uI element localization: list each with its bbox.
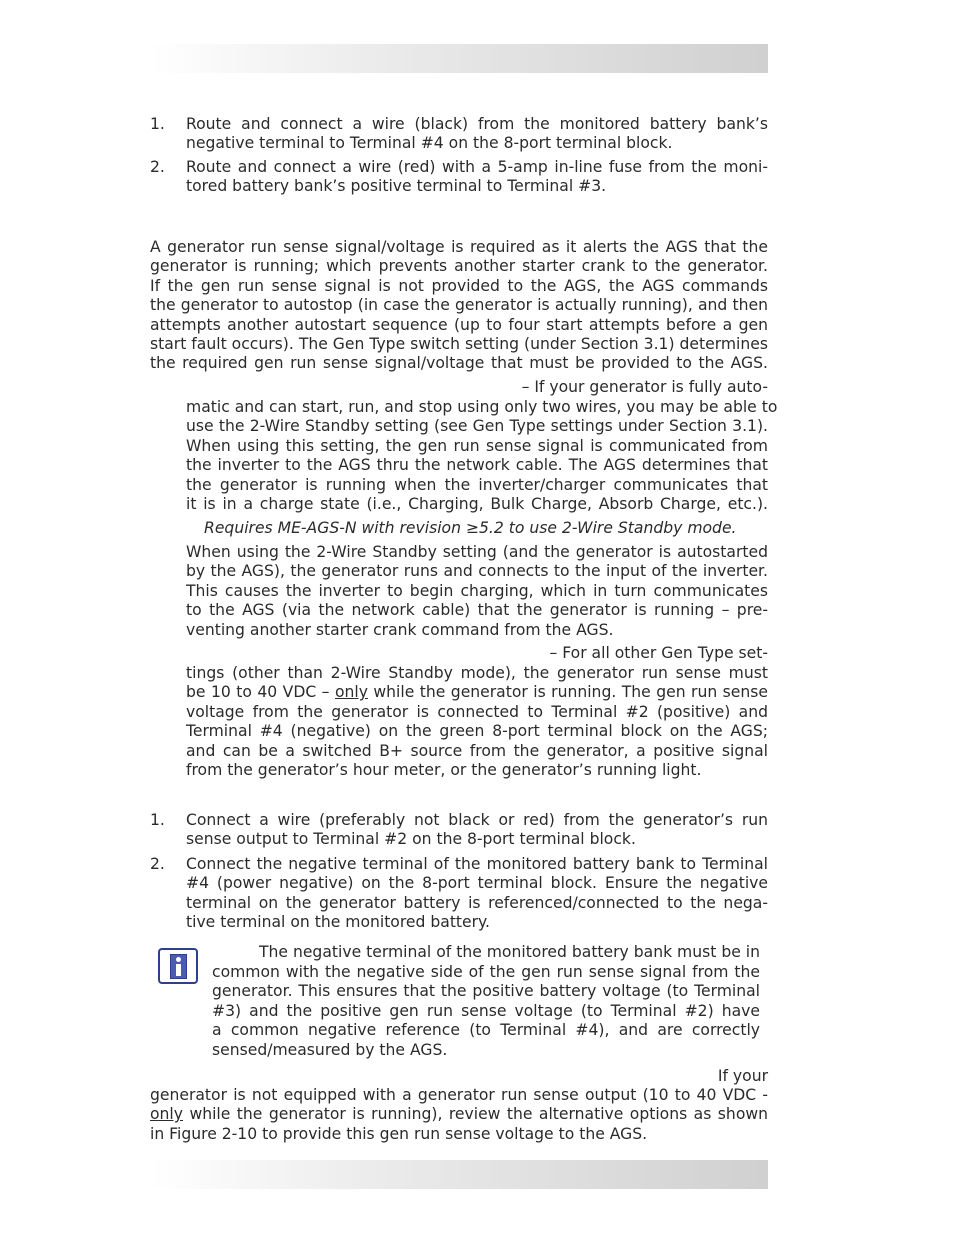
- paragraph-line: to the AGS (via the network cable) that the generator is running – pre-: [186, 601, 768, 620]
- underlined-text: only: [334, 683, 368, 702]
- footer-band: [150, 1160, 768, 1189]
- underlined-text: only: [150, 1105, 183, 1124]
- info-icon-frame: [170, 954, 187, 979]
- paragraph-line: the generator is running when the inverter/charger communicates that: [186, 475, 768, 494]
- italic-note: Requires ME-AGS-N with revision ≥5.2 to use 2-Wire Standby mode.: [204, 519, 737, 537]
- paragraph-line: a common negative reference (to Terminal #4), and are correctly: [212, 1021, 760, 1040]
- list-item: [186, 158, 768, 197]
- note-paragraph: [212, 963, 760, 1060]
- paragraph-line: [150, 1105, 768, 1124]
- paragraph-line: start fault occurs). The Gen Type switch setting (under Section 3.1) determines: [150, 335, 768, 354]
- paragraph-line: in Figure 2-10 to provide this gen run sense voltage to the AGS.: [150, 1124, 648, 1143]
- paragraph-line: tings (other than 2-Wire Standby mode), the generator run sense must: [186, 664, 768, 682]
- text-segment: while the generator is running. The gen run sense: [367, 683, 768, 702]
- paragraph-line: matic and can start, run, and stop using only two wires, you may be able to: [186, 398, 778, 416]
- paragraph-line: the required gen run sense signal/voltage that must be provided to the AGS.: [150, 354, 768, 373]
- paragraph-line: voltage from the generator is connected to Terminal #2 (positive) and: [186, 702, 768, 721]
- info-icon-dot: [176, 957, 181, 962]
- paragraph-line: [186, 683, 768, 702]
- step-text-line: Connect a wire (preferably not black or red) from the generator’s run: [186, 811, 768, 829]
- paragraph-line: This causes the inverter to begin charging, which in turn communicates: [186, 581, 768, 600]
- step-text-line: tored battery bank’s positive terminal to Terminal #3.: [186, 177, 607, 196]
- list-item: [186, 811, 768, 850]
- info-icon: [158, 948, 198, 984]
- step-number: 2.: [150, 855, 165, 873]
- header-band: [150, 44, 768, 73]
- paragraph-line: A generator run sense signal/voltage is required as it alerts the AGS that the: [150, 238, 768, 256]
- step-text-line: Route and connect a wire (black) from the monitored battery bank’s: [186, 115, 768, 133]
- step-text-line: negative terminal to Terminal #4 on the 8-port terminal block.: [186, 134, 673, 153]
- paragraph-line: When using the 2-Wire Standby setting (and the generator is autostarted: [186, 543, 768, 561]
- text-segment: while the generator is running), review the alternative options as shown: [183, 1105, 768, 1124]
- paragraph-line: it is in a charge state (i.e., Charging, Bulk Charge, Absorb Charge, etc.).: [186, 495, 768, 514]
- step-text-line: #4 (power negative) on the 8-port terminal block. Ensure the negative: [186, 874, 768, 893]
- paragraph-line: generator is running; which prevents another starter crank to the generator.: [150, 257, 768, 276]
- paragraph-line: Terminal #4 (negative) on the green 8-port terminal block on the AGS;: [186, 722, 768, 741]
- two-wire-paragraph: [186, 398, 778, 514]
- note-first-line: [259, 943, 760, 962]
- step-text-line: terminal on the generator battery is referenced/connected to the nega-: [186, 893, 768, 912]
- list-item: [186, 855, 768, 933]
- paragraph-line: sensed/measured by the AGS.: [212, 1040, 448, 1059]
- paragraph-line: the generator to autostop (in case the generator is actually running), and then: [150, 296, 768, 315]
- paragraph-line: The negative terminal of the monitored battery bank must be in: [259, 943, 760, 961]
- step-number: 1.: [150, 115, 165, 133]
- intro-paragraph: [150, 238, 768, 374]
- paragraph-line: by the AGS), the generator runs and connects to the input of the inverter.: [186, 562, 768, 581]
- info-icon-bar: [176, 964, 181, 976]
- paragraph-line: generator. This ensures that the positive battery voltage (to Terminal: [212, 982, 760, 1001]
- step-number: 1.: [150, 811, 165, 829]
- step-text-line: Connect the negative terminal of the monitored battery bank to Terminal: [186, 855, 768, 873]
- two-wire-paragraph-2: [186, 543, 768, 640]
- paragraph-line: from the generator’s hour meter, or the generator’s running light.: [186, 761, 702, 780]
- paragraph-line: If the gen run sense signal is not provided to the AGS, the AGS commands: [150, 276, 768, 295]
- step-text-line: Route and connect a wire (red) with a 5-amp in-line fuse from the moni-: [186, 158, 768, 176]
- final-paragraph: [150, 1086, 768, 1144]
- list-item: [186, 115, 768, 154]
- step-number: 2.: [150, 158, 165, 176]
- two-wire-first-line: – If your generator is fully auto-: [521, 378, 768, 396]
- paragraph-line: use the 2-Wire Standby setting (see Gen Type settings under Section 3.1).: [186, 417, 768, 436]
- paragraph-line: and can be a switched B+ source from the generator, a positive signal: [186, 741, 768, 760]
- paragraph-line: common with the negative side of the gen run sense signal from the: [212, 963, 760, 981]
- paragraph-line: venting another starter crank command from the AGS.: [186, 620, 614, 639]
- paragraph-line: attempts another autostart sequence (up to four start attempts before a gen: [150, 315, 768, 334]
- text-segment: be 10 to 40 VDC –: [186, 683, 335, 702]
- paragraph-line: generator is not equipped with a generator run sense output (10 to 40 VDC -: [150, 1086, 768, 1104]
- final-first-line: If your: [717, 1067, 768, 1085]
- paragraph-line: the inverter to the AGS thru the network cable. The AGS determines that: [186, 456, 768, 475]
- paragraph-line: #3) and the positive gen run sense voltage (to Terminal #2) have: [212, 1001, 760, 1020]
- other-types-paragraph: [186, 664, 768, 780]
- step-text-line: sense output to Terminal #2 on the 8-port terminal block.: [186, 830, 636, 849]
- step-text-line: tive terminal on the monitored battery.: [186, 913, 491, 932]
- other-types-first-line: – For all other Gen Type set-: [549, 644, 768, 662]
- paragraph-line: When using this setting, the gen run sense signal is communicated from: [186, 436, 768, 455]
